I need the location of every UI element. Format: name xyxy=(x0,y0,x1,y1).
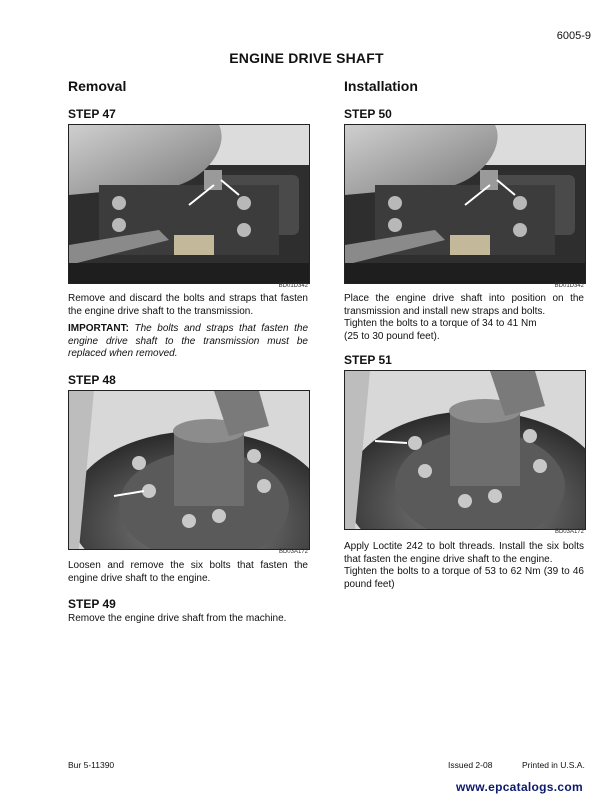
step-50-photo xyxy=(344,124,586,284)
transmission-bolts-illustration xyxy=(345,125,585,283)
important-label: IMPORTANT: xyxy=(68,323,129,334)
printed-in: Printed in U.S.A. xyxy=(522,760,585,770)
step-51-photo xyxy=(344,370,586,530)
installation-heading: Installation xyxy=(344,78,418,94)
engine-flange-illustration xyxy=(69,391,309,549)
step-47-photo xyxy=(68,124,310,284)
step-50-photo-id: BD01D342 xyxy=(554,283,584,289)
step-51-label: STEP 51 xyxy=(344,353,392,367)
step-47-photo-id: BD01D342 xyxy=(278,283,308,289)
step-48-photo-id: BD03A172 xyxy=(278,549,308,555)
step-47-important xyxy=(68,323,308,361)
step-50-text-line1: Place the engine drive shaft into position on the transmission and install new straps and bolts. xyxy=(344,293,584,317)
doc-number: Bur 5-11390 xyxy=(68,760,115,770)
watermark-link[interactable]: www.epcatalogs.com xyxy=(456,780,583,794)
page-title: ENGINE DRIVE SHAFT xyxy=(229,50,384,66)
step-50-text-line3: (25 to 30 pound feet). xyxy=(344,330,440,342)
step-51-text-line1: Apply Loctite 242 to bolt threads. Install the six bolts that fasten the engine drive shaft to the engine. xyxy=(344,541,584,565)
step-51-text-line2: Tighten the bolts to a torque of 53 to 62 Nm (39 to 46 pound feet) xyxy=(344,566,584,590)
step-49-text: Remove the engine drive shaft from the machine. xyxy=(68,613,287,624)
step-48-label: STEP 48 xyxy=(68,373,116,387)
step-50-text-line2: Tighten the bolts to a torque of 34 to 41 Nm xyxy=(344,318,537,329)
step-50-label: STEP 50 xyxy=(344,107,392,121)
step-48-text: Loosen and remove the six bolts that fasten the engine drive shaft to the engine. xyxy=(68,560,308,584)
engine-flange-illustration xyxy=(345,371,585,529)
step-47-label: STEP 47 xyxy=(68,107,116,121)
transmission-bolts-illustration xyxy=(69,125,309,283)
step-50-text xyxy=(344,293,584,343)
issued-date: Issued 2-08 xyxy=(448,760,493,770)
important-text: The bolts and straps that fasten the engine drive shaft to the transmission must be replaced when removed. xyxy=(68,323,309,359)
step-51-text xyxy=(344,541,584,591)
step-49-label: STEP 49 xyxy=(68,597,116,611)
step-48-photo xyxy=(68,390,310,550)
step-51-photo-id: BD03A172 xyxy=(554,529,584,535)
step-47-text: Remove and discard the bolts and straps that fasten the engine drive shaft to the transmission. xyxy=(68,293,308,317)
removal-heading: Removal xyxy=(68,78,127,94)
page-number: 6005-9 xyxy=(556,30,591,42)
